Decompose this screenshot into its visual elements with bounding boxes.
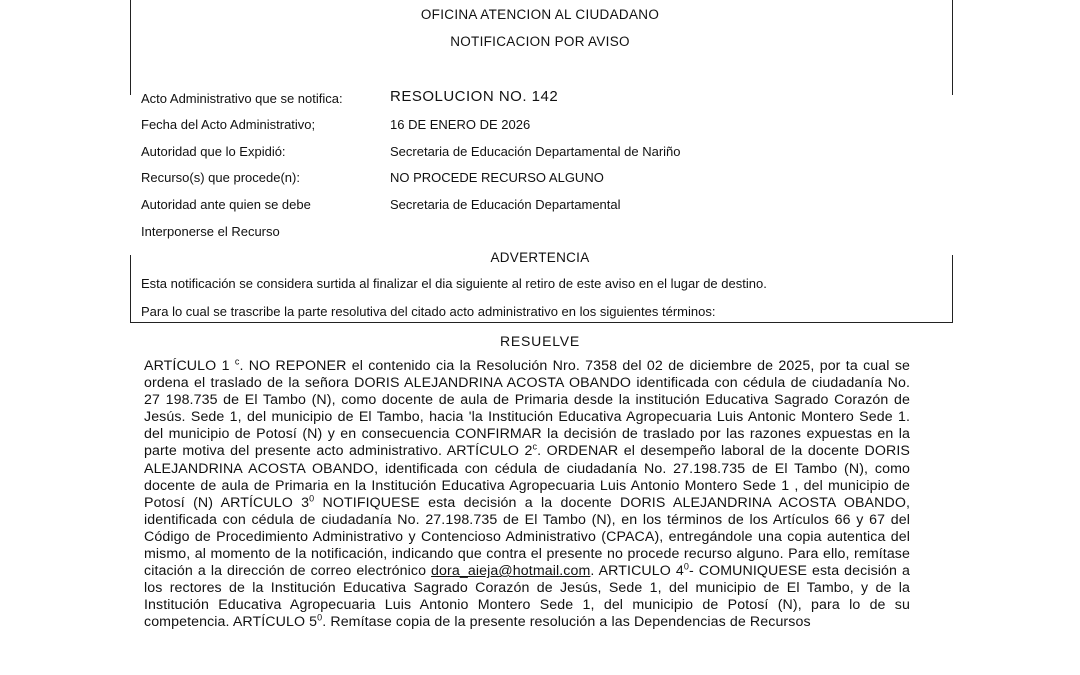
field-label-autoridad: Autoridad que lo Expidió: bbox=[141, 144, 286, 159]
frame-bottom-border bbox=[130, 322, 953, 323]
field-value-fecha: 16 DE ENERO DE 2026 bbox=[390, 117, 531, 132]
article-4-label: ARTICULO 4 bbox=[598, 563, 684, 580]
article-2-sup: c bbox=[532, 441, 538, 452]
article-1-sup: c bbox=[234, 356, 240, 367]
article-4-text: - COMUNIQUESE esta decisión a los rectores de la Institución Educativa Sagrado Corazón de Jesús, Sede 1, del municipio de El Tambo, y de la Institución Educativa Agropecuaria Luis Antonio Montero Sede 1, del municipio de Potosí (N), para lo de su competencia. bbox=[144, 563, 910, 631]
article-2-label: ARTÍCULO 2 bbox=[446, 443, 533, 460]
article-2-text: . ORDENAR el desempeño laboral de la docente DORIS ALEJANDRINA ACOSTA OBANDO, identificada con cédula de ciudadanía No. 27.198.735 de El Tambo (N), como docente de aula de Primaria en la Institución Educativa Agropecuaria Luis Antonio Montero Sede 1 , del municipio de Potosí (N) bbox=[144, 443, 910, 511]
field-value-autoridad-recurso: Secretaria de Educación Departamental bbox=[390, 197, 621, 212]
article-4-sup: 0 bbox=[683, 561, 689, 572]
office-title: OFICINA ATENCION AL CIUDADANO bbox=[420, 7, 660, 22]
article-3-label: ARTÍCULO 3 bbox=[220, 494, 310, 511]
article-3-text: NOTIFIQUESE esta decisión a la docente DORIS ALEJANDRINA ACOSTA OBANDO, identificada con cédula de ciudadanía No. 27.198.735 de El Tambo (N), en los términos de los Artículos 66 y 67 del Código de Procedimiento Administrativo y Contencioso Administrativo (CPACA), entregándole una copia autentica del mismo, al momento de la notificación, indicando que contra el presente no procede recurso alguno. Para ello, remítase citación a la dirección de correo electrónico bbox=[144, 494, 910, 580]
advertencia-heading: ADVERTENCIA bbox=[490, 250, 590, 265]
frame-left-border-lower bbox=[130, 255, 131, 323]
article-3-sup: 0 bbox=[309, 493, 315, 504]
resolution-paragraph bbox=[144, 358, 910, 632]
field-label-interponerse: Interponerse el Recurso bbox=[141, 224, 280, 239]
field-label-acto: Acto Administrativo que se notifica: bbox=[141, 91, 343, 106]
article-5-sup: 0 bbox=[317, 612, 323, 623]
resolution-body bbox=[144, 358, 910, 632]
document-title: NOTIFICACION POR AVISO bbox=[450, 34, 630, 49]
email-link[interactable]: dora_aieja@hotmail.com bbox=[431, 563, 591, 580]
transcribe-text: Para lo cual se trascribe la parte resolutiva del citado acto administrativo en los siguientes términos: bbox=[141, 304, 716, 319]
article-1-text: . NO REPONER el contenido cia la Resolución Nro. 7358 del 02 de diciembre de 2025, por ta cual se ordena el traslado de la señora DORIS ALEJANDRINA ACOSTA OBANDO identificada con cédula de ciudadanía No. 27 198.735 de El Tambo (N), como docente de aula de Primaria desde la institución Educativa Sagrado Corazón de Jesús. Sede 1, del municipio de El Tambo, hacia 'la Institución Educativa Agropecuaria Luis Antonic Montero Sede 1. del municipio de Potosí (N) y en consecuencia CONFIRMAR la decisión de traslado por las razones expuestas en la parte motiva del presente acto administrativo. bbox=[144, 358, 911, 460]
advertencia-text: Esta notificación se considera surtida al finalizar el dia siguiente al retiro de este aviso en el lugar de destino. bbox=[141, 276, 767, 291]
field-value-recurso: NO PROCEDE RECURSO ALGUNO bbox=[390, 170, 604, 185]
resuelve-heading: RESUELVE bbox=[499, 333, 581, 349]
frame-right-border-lower bbox=[952, 255, 953, 323]
field-label-recurso: Recurso(s) que procede(n): bbox=[141, 170, 300, 185]
field-label-autoridad-recurso: Autoridad ante quien se debe bbox=[141, 197, 311, 212]
article-4-prefix: . bbox=[590, 563, 599, 580]
field-value-acto: RESOLUCION NO. 142 bbox=[390, 88, 559, 105]
article-1-label: ARTÍCULO 1 bbox=[144, 358, 230, 374]
field-value-autoridad: Secretaria de Educación Departamental de Nariño bbox=[390, 144, 681, 159]
field-label-fecha: Fecha del Acto Administrativo; bbox=[141, 117, 316, 132]
article-5-label: ARTÍCULO 5 bbox=[232, 614, 318, 631]
article-5-text: . Remítase copia de la presente resolución a las Dependencias de Recursos bbox=[322, 614, 811, 631]
